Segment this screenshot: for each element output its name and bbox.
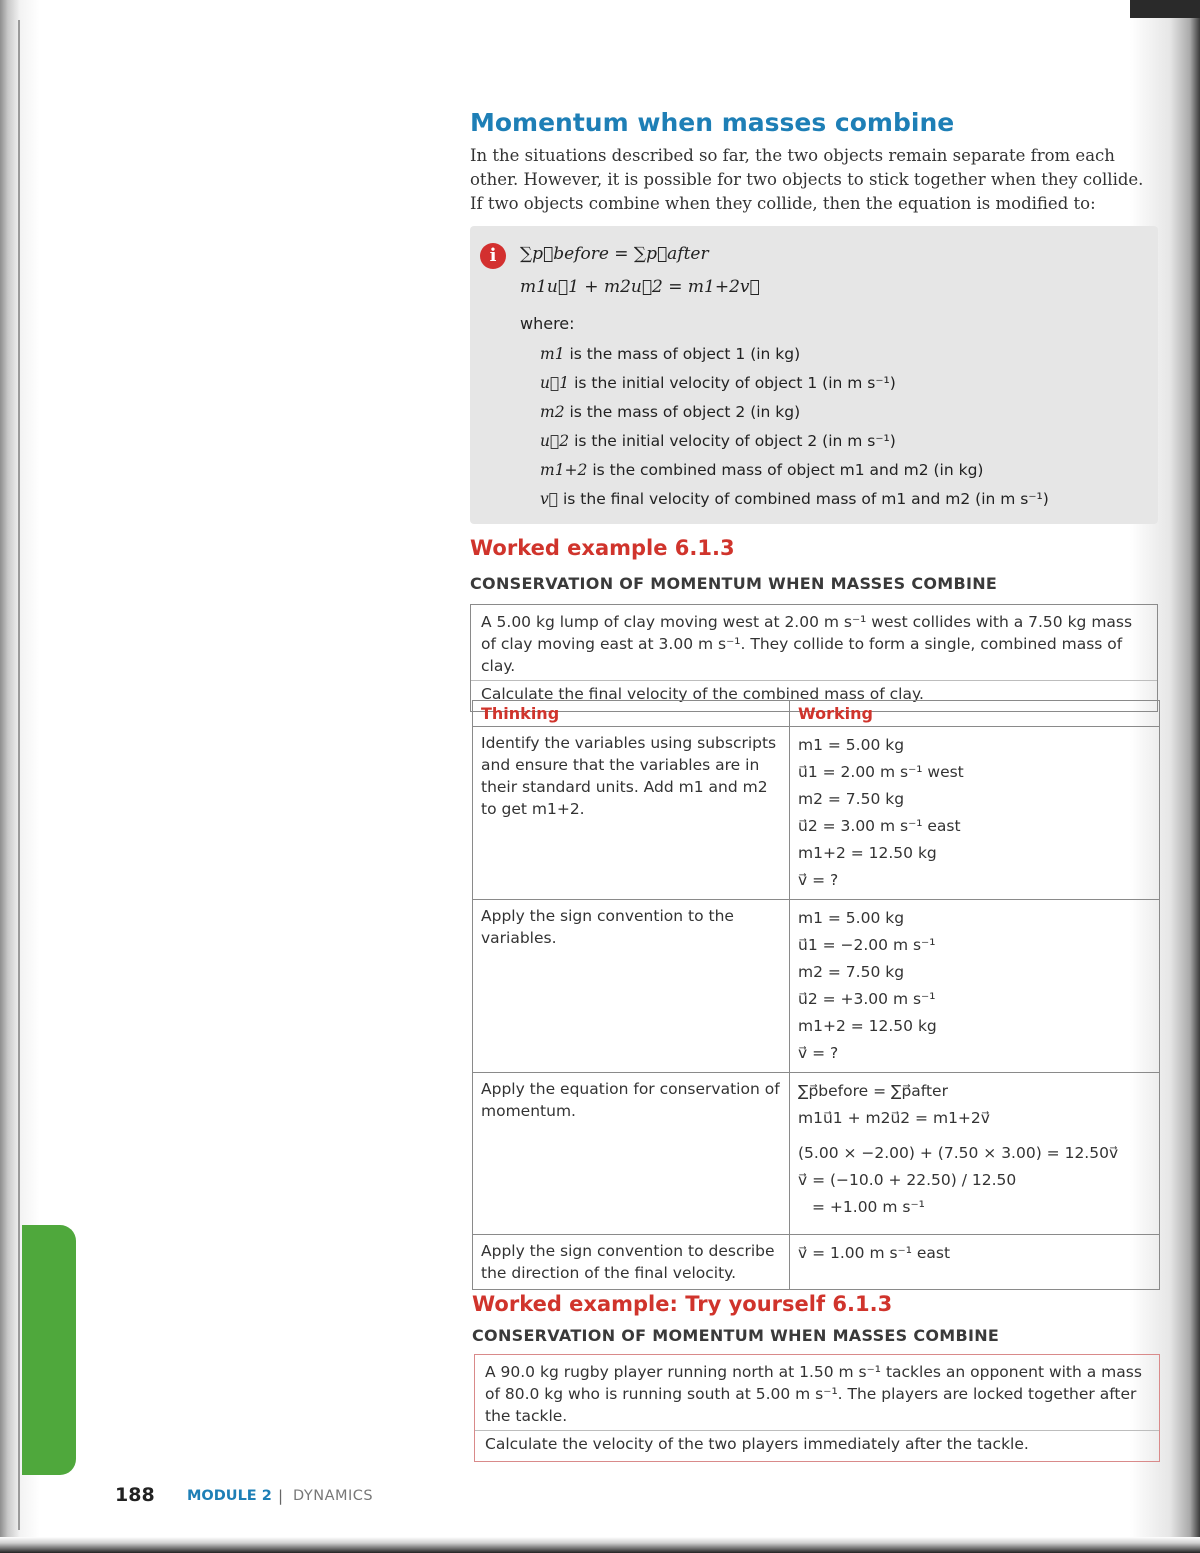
section-title: Momentum when masses combine [470,108,955,137]
info-icon: i [480,243,506,269]
working-cell [790,900,1160,1073]
table-row [473,727,1160,900]
definition-list [540,340,1049,514]
chapter-tab [22,1225,76,1475]
definition-item: m1 is the mass of object 1 (in kg) [540,345,801,363]
worked-example-table [472,700,1160,1290]
try-yourself-subtitle: CONSERVATION OF MOMENTUM WHEN MASSES COMBINE [472,1326,1000,1345]
where-label: where: [520,314,575,333]
working-line: (5.00 × −2.00) + (7.50 × 3.00) = 12.50v⃗ [798,1144,1119,1162]
thinking-cell: Identify the variables using subscripts and ensure that the variables are in their standard units. Add m1 and m2 to get m1+2. [473,727,790,900]
working-line: = +1.00 m s⁻¹ [812,1198,925,1216]
working-line: m1 = 5.00 kg [798,909,905,927]
module-label: MODULE 2 [187,1488,272,1504]
equation-combined-mass: m1u⃗1 + m2u⃗2 = m1+2v⃗ [520,277,760,297]
table-header-row [473,701,1160,727]
thinking-cell: Apply the equation for conservation of momentum. [473,1073,790,1235]
working-line: v⃗ = 1.00 m s⁻¹ east [798,1244,951,1262]
working-line: m1u⃗1 + m2u⃗2 = m1+2v⃗ [798,1109,990,1127]
worked-example-subtitle: CONSERVATION OF MOMENTUM WHEN MASSES COMBINE [470,574,998,593]
problem-question: Calculate the final velocity of the combined mass of clay. [471,680,1157,705]
working-line: u⃗2 = +3.00 m s⁻¹ [798,990,936,1008]
working-line: v⃗ = (−10.0 + 22.50) / 12.50 [798,1171,1017,1189]
definition-item: u⃗2 is the initial velocity of object 2 (in m s⁻¹) [540,432,896,450]
working-line: m1+2 = 12.50 kg [798,1017,937,1035]
working-cell [790,727,1160,900]
try-yourself-problem-box [474,1354,1160,1462]
scan-edge-bottom [0,1537,1200,1553]
working-line: u⃗1 = −2.00 m s⁻¹ [798,936,936,954]
try-yourself-title: Worked example: Try yourself 6.1.3 [472,1292,893,1316]
try-yourself-question: Calculate the velocity of the two players immediately after the tackle. [475,1430,1159,1455]
try-yourself-statement: A 90.0 kg rugby player running north at 1.50 m s⁻¹ tackles an opponent with a mass of 80.0 kg who is running south at 5.00 m s⁻¹. The players are locked together after the tackle. [485,1363,1142,1425]
equation-sum-momentum: ∑p⃗before = ∑p⃗after [520,244,709,264]
thinking-cell: Apply the sign convention to the variables. [473,900,790,1073]
problem-statement: A 5.00 kg lump of clay moving west at 2.00 m s⁻¹ west collides with a 7.50 kg mass of clay moving east at 3.00 m s⁻¹. They collide to form a single, combined mass of clay. [481,613,1133,675]
working-header: Working [790,701,1160,727]
worked-example-problem-box [470,604,1158,712]
working-line: ∑p⃗before = ∑p⃗after [798,1082,948,1100]
working-line: v⃗ = ? [798,871,839,889]
working-line: m2 = 7.50 kg [798,963,905,981]
table-row [473,900,1160,1073]
definition-item: m1+2 is the combined mass of object m1 and m2 (in kg) [540,461,984,479]
working-cell [790,1073,1160,1235]
definition-item: m2 is the mass of object 2 (in kg) [540,403,801,421]
thinking-header: Thinking [473,701,790,727]
working-line: v⃗ = ? [798,1044,839,1062]
definition-item: v⃗ is the final velocity of combined mass of m1 and m2 (in m s⁻¹) [540,490,1049,508]
working-cell [790,1235,1160,1290]
page-margin-rule [18,20,20,1530]
working-line: m1 = 5.00 kg [798,736,905,754]
footer-separator: | [278,1487,284,1505]
section-intro: In the situations described so far, the two objects remain separate from each other. However, it is possible for two objects to stick together when they collide. If two objects combine when they collide, then the equation is modified to: [470,146,1144,213]
thinking-cell: Apply the sign convention to describe the direction of the final velocity. [473,1235,790,1290]
worked-example-title: Worked example 6.1.3 [470,536,735,560]
definition-item: u⃗1 is the initial velocity of object 1 (in m s⁻¹) [540,374,896,392]
working-line: m2 = 7.50 kg [798,790,905,808]
chapter-label: DYNAMICS [293,1488,374,1504]
scan-edge-top [1130,0,1200,18]
working-line: u⃗2 = 3.00 m s⁻¹ east [798,817,961,835]
working-line: u⃗1 = 2.00 m s⁻¹ west [798,763,964,781]
table-row [473,1235,1160,1290]
table-row [473,1073,1160,1235]
page-number: 188 [115,1484,155,1506]
working-line: m1+2 = 12.50 kg [798,844,937,862]
